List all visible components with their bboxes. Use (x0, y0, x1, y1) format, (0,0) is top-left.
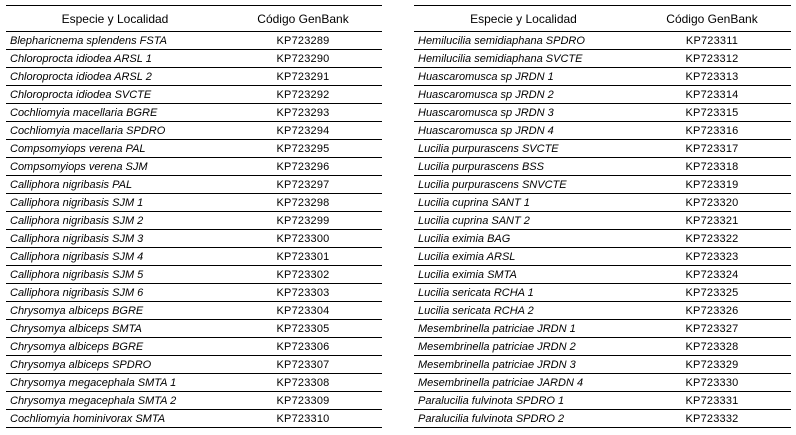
table-row (414, 50, 791, 68)
species-cell: Hemilucilia semidiaphana SVCTE (414, 50, 633, 68)
genbank-code-cell: KP723289 (224, 32, 382, 50)
species-cell: Mesembrinella patriciae JARDN 4 (414, 374, 633, 392)
species-cell: Chrysomya albiceps SMTA (6, 320, 224, 338)
genbank-code-cell: KP723330 (633, 374, 791, 392)
species-cell: Calliphora nigribasis SJM 1 (6, 194, 224, 212)
table-row (6, 230, 382, 248)
genbank-code-cell: KP723311 (633, 32, 791, 50)
table-row (6, 284, 382, 302)
table-row (414, 302, 791, 320)
table-row (6, 374, 382, 392)
left-table-header (6, 6, 382, 32)
species-cell: Cochliomyia macellaria BGRE (6, 104, 224, 122)
species-cell: Lucilia purpurascens SNVCTE (414, 176, 633, 194)
genbank-code-cell: KP723295 (224, 140, 382, 158)
species-header: Especie y Localidad (414, 6, 633, 32)
species-cell: Mesembrinella patriciae JRDN 3 (414, 356, 633, 374)
species-cell: Calliphora nigribasis PAL (6, 176, 224, 194)
table-row (414, 410, 791, 428)
table-row (414, 374, 791, 392)
table-row (6, 104, 382, 122)
genbank-code-cell: KP723303 (224, 284, 382, 302)
species-cell: Chrysomya albiceps BGRE (6, 338, 224, 356)
species-cell: Chloroprocta idiodea ARSL 2 (6, 68, 224, 86)
genbank-code-cell: KP723291 (224, 68, 382, 86)
table-row (6, 32, 382, 50)
genbank-code-cell: KP723315 (633, 104, 791, 122)
table-row (414, 32, 791, 50)
genbank-code-cell: KP723292 (224, 86, 382, 104)
species-cell: Lucilia purpurascens BSS (414, 158, 633, 176)
genbank-code-cell: KP723323 (633, 248, 791, 266)
genbank-code-cell: KP723319 (633, 176, 791, 194)
genbank-code-cell: KP723294 (224, 122, 382, 140)
table-row (414, 104, 791, 122)
table-row (414, 176, 791, 194)
genbank-code-cell: KP723302 (224, 266, 382, 284)
right-table (414, 5, 791, 428)
species-cell: Lucilia purpurascens SVCTE (414, 140, 633, 158)
species-cell: Calliphora nigribasis SJM 2 (6, 212, 224, 230)
table-row (6, 248, 382, 266)
species-cell: Hemilucilia semidiaphana SPDRO (414, 32, 633, 50)
genbank-code-cell: KP723329 (633, 356, 791, 374)
genbank-code-cell: KP723300 (224, 230, 382, 248)
species-cell: Lucilia eximia ARSL (414, 248, 633, 266)
species-cell: Huascaromusca sp JRDN 1 (414, 68, 633, 86)
species-cell: Calliphora nigribasis SJM 4 (6, 248, 224, 266)
species-cell: Paralucilia fulvinota SPDRO 1 (414, 392, 633, 410)
table-row (414, 122, 791, 140)
genbank-code-cell: KP723322 (633, 230, 791, 248)
left-table-body (6, 32, 382, 428)
species-header: Especie y Localidad (6, 6, 224, 32)
genbank-code-cell: KP723305 (224, 320, 382, 338)
table-row (414, 356, 791, 374)
species-cell: Calliphora nigribasis SJM 6 (6, 284, 224, 302)
table-row (414, 86, 791, 104)
table-row (414, 158, 791, 176)
genbank-code-cell: KP723307 (224, 356, 382, 374)
species-cell: Mesembrinella patriciae JRDN 1 (414, 320, 633, 338)
genbank-code-cell: KP723304 (224, 302, 382, 320)
species-cell: Lucilia eximia SMTA (414, 266, 633, 284)
right-table-header (414, 6, 791, 32)
table-row (6, 68, 382, 86)
species-cell: Chrysomya albiceps SPDRO (6, 356, 224, 374)
genbank-code-cell: KP723290 (224, 50, 382, 68)
genbank-code-cell: KP723317 (633, 140, 791, 158)
table-row (414, 338, 791, 356)
species-cell: Chrysomya albiceps BGRE (6, 302, 224, 320)
genbank-code-cell: KP723331 (633, 392, 791, 410)
genbank-code-cell: KP723298 (224, 194, 382, 212)
genbank-code-cell: KP723312 (633, 50, 791, 68)
species-cell: Paralucilia fulvinota SPDRO 2 (414, 410, 633, 428)
genbank-code-cell: KP723321 (633, 212, 791, 230)
species-cell: Chloroprocta idiodea ARSL 1 (6, 50, 224, 68)
table-row (6, 302, 382, 320)
genbank-code-cell: KP723301 (224, 248, 382, 266)
genbank-code-cell: KP723296 (224, 158, 382, 176)
table-row (6, 86, 382, 104)
genbank-code-cell: KP723314 (633, 86, 791, 104)
table-row (6, 392, 382, 410)
species-cell: Huascaromusca sp JRDN 2 (414, 86, 633, 104)
genbank-code-cell: KP723326 (633, 302, 791, 320)
table-row (6, 176, 382, 194)
species-cell: Calliphora nigribasis SJM 5 (6, 266, 224, 284)
genbank-code-cell: KP723320 (633, 194, 791, 212)
table-row (414, 140, 791, 158)
genbank-code-cell: KP723297 (224, 176, 382, 194)
species-cell: Blepharicnema splendens FSTA (6, 32, 224, 50)
species-cell: Lucilia eximia BAG (414, 230, 633, 248)
species-cell: Lucilia sericata RCHA 1 (414, 284, 633, 302)
species-cell: Cochliomyia hominivorax SMTA (6, 410, 224, 428)
genbank-code-cell: KP723309 (224, 392, 382, 410)
table-row (414, 248, 791, 266)
left-table (6, 5, 382, 428)
table-row (6, 320, 382, 338)
table-row (6, 212, 382, 230)
genbank-code-cell: KP723316 (633, 122, 791, 140)
species-cell: Mesembrinella patriciae JRDN 2 (414, 338, 633, 356)
table-row (6, 194, 382, 212)
genbank-code-cell: KP723327 (633, 320, 791, 338)
species-cell: Lucilia cuprina SANT 2 (414, 212, 633, 230)
genbank-code-cell: KP723293 (224, 104, 382, 122)
species-cell: Compsomyiops verena PAL (6, 140, 224, 158)
table-row (414, 392, 791, 410)
genbank-code-cell: KP723325 (633, 284, 791, 302)
table-row (6, 356, 382, 374)
genbank-code-cell: KP723308 (224, 374, 382, 392)
table-row (414, 68, 791, 86)
genbank-code-cell: KP723299 (224, 212, 382, 230)
species-cell: Compsomyiops verena SJM (6, 158, 224, 176)
header-row (6, 6, 382, 32)
table-row (414, 320, 791, 338)
table-row (6, 158, 382, 176)
table-row (6, 140, 382, 158)
table-row (6, 50, 382, 68)
species-cell: Huascaromusca sp JRDN 4 (414, 122, 633, 140)
genbank-code-cell: KP723313 (633, 68, 791, 86)
table-row (414, 230, 791, 248)
species-cell: Chrysomya megacephala SMTA 1 (6, 374, 224, 392)
species-cell: Cochliomyia macellaria SPDRO (6, 122, 224, 140)
species-cell: Lucilia sericata RCHA 2 (414, 302, 633, 320)
table-row (414, 212, 791, 230)
genbank-code-cell: KP723332 (633, 410, 791, 428)
species-cell: Calliphora nigribasis SJM 3 (6, 230, 224, 248)
species-cell: Chrysomya megacephala SMTA 2 (6, 392, 224, 410)
genbank-code-cell: KP723310 (224, 410, 382, 428)
table-row (6, 266, 382, 284)
code-header: Código GenBank (224, 6, 382, 32)
species-cell: Chloroprocta idiodea SVCTE (6, 86, 224, 104)
code-header: Código GenBank (633, 6, 791, 32)
table-row (414, 266, 791, 284)
table-row (6, 410, 382, 428)
genbank-code-cell: KP723306 (224, 338, 382, 356)
table-row (414, 284, 791, 302)
table-row (6, 338, 382, 356)
header-row (414, 6, 791, 32)
table-row (6, 122, 382, 140)
table-row (414, 194, 791, 212)
species-cell: Huascaromusca sp JRDN 3 (414, 104, 633, 122)
genbank-code-cell: KP723318 (633, 158, 791, 176)
right-table-body (414, 32, 791, 428)
genbank-code-cell: KP723328 (633, 338, 791, 356)
genbank-code-cell: KP723324 (633, 266, 791, 284)
species-cell: Lucilia cuprina SANT 1 (414, 194, 633, 212)
